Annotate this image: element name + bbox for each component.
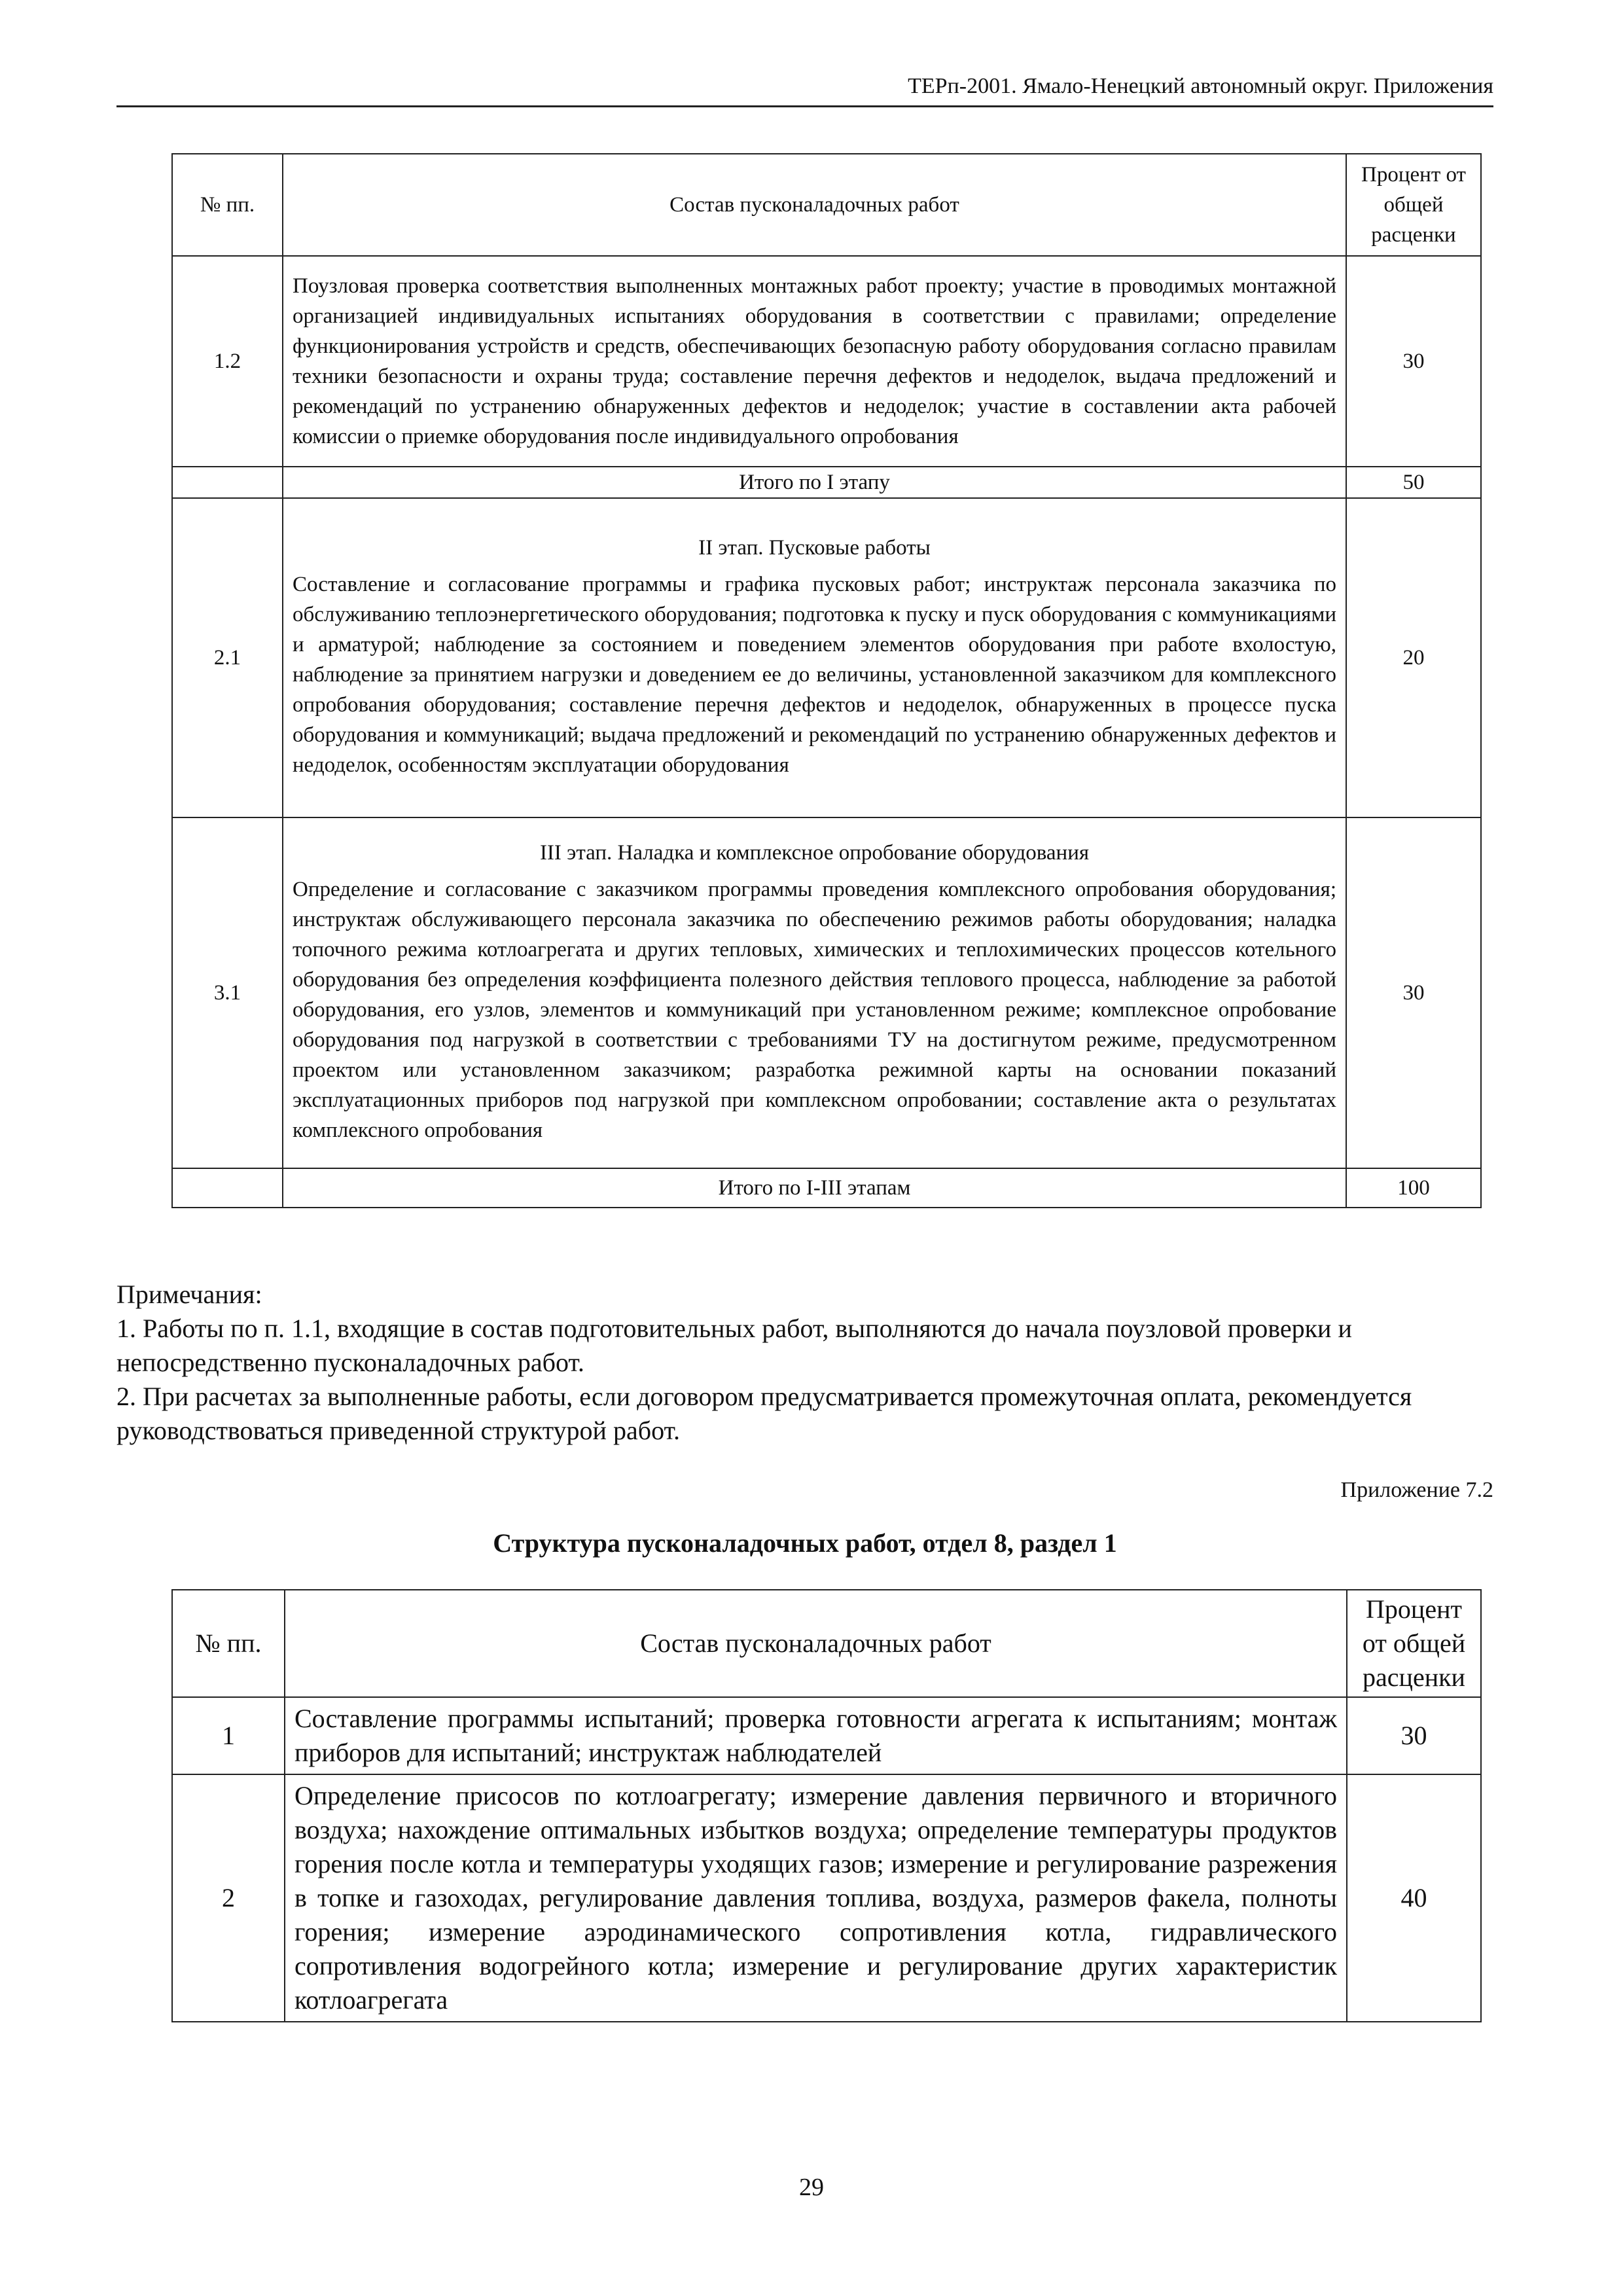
appendix-label: Приложение 7.2: [1340, 1478, 1493, 1502]
empty-cell: [172, 1168, 283, 1208]
row-percent: 30: [1346, 256, 1481, 467]
stage-title: II этап. Пусковые работы: [698, 536, 931, 560]
row-percent: 40: [1347, 1774, 1481, 2022]
total-label: Итого по I-III этапам: [283, 1168, 1346, 1208]
total-row: [172, 1168, 1481, 1208]
row-description: Поузловая проверка соответствия выполненных монтажных работ проекту; участие в проводимых монтажной организацией индивидуальных испытаниях оборудования в соответствии с правилами; определение функционирования устройств и средств, обеспечивающих безопасную работу оборудования согласно правилам техники безопасности и охраны труда; составление перечня дефектов и недоделок, выдача предложений и рекомендаций по устранению обнаруженных дефектов и недоделок; участие в составлении акта рабочей комиссии о приемке оборудования после индивидуального опробования: [283, 256, 1346, 467]
row-percent: 30: [1346, 817, 1481, 1168]
note-item: 1. Работы по п. 1.1, входящие в состав подготовительных работ, выполняются до начала поузловой проверки и непосредственно пусконаладочных работ.: [116, 1314, 1352, 1377]
total-percent: 100: [1346, 1168, 1481, 1208]
row-num: 3.1: [172, 817, 283, 1168]
works-structure-table: [171, 1589, 1482, 2022]
empty-cell: [172, 467, 283, 498]
table-row: [172, 1697, 1481, 1774]
running-title: ТЕРп-2001. Ямало-Ненецкий автономный округ. Приложения: [908, 74, 1493, 98]
header-percent: Процент от общей расценки: [1346, 154, 1481, 256]
stage-cell: [283, 817, 1346, 1168]
header-num: № пп.: [172, 154, 283, 256]
subtotal-percent: 50: [1346, 467, 1481, 498]
row-num: 2: [172, 1774, 285, 2022]
subtotal-label: Итого по I этапу: [283, 467, 1346, 498]
table-header-row: [172, 154, 1481, 256]
page-number: 29: [799, 2174, 824, 2201]
table-row: [172, 498, 1481, 817]
header-num: № пп.: [172, 1590, 285, 1697]
works-structure-table-continued: [171, 153, 1482, 1208]
row-description: Составление программы испытаний; проверка готовности агрегата к испытаниям; монтаж приборов для испытаний; инструктаж наблюдателей: [285, 1697, 1347, 1774]
note-item: 2. При расчетах за выполненные работы, если договором предусматривается промежуточная оплата, рекомендуется руководствоваться приведенной структурой работ.: [116, 1382, 1412, 1445]
stage-cell: [283, 498, 1346, 817]
table-row: [172, 817, 1481, 1168]
row-num: 2.1: [172, 498, 283, 817]
row-description: Составление и согласование программы и графика пусковых работ; инструктаж персонала заказчика по обслуживанию теплоэнергетического оборудования; подготовка к пуску и пуск оборудования с коммуникациями и арматурой; наблюдение за состоянием и поведением элементов оборудования при работе вхолостую, наблюдение за принятием нагрузки и доведением ее до величины, установленной заказчиком для комплексного опробования оборудования; составление перечня дефектов и недоделок, обнаруженных в процессе пуска оборудования и коммуникаций; выдача предложений и рекомендаций по устранению обнаруженных дефектов и недоделок, особенностям эксплуатации оборудования: [293, 573, 1336, 777]
subtotal-row: [172, 467, 1481, 498]
running-header: [116, 71, 1493, 107]
header-percent: Процент от общей расценки: [1347, 1590, 1481, 1697]
table-header-row: [172, 1590, 1481, 1697]
notes-block: [116, 1278, 1493, 1448]
header-content: Состав пусконаладочных работ: [283, 154, 1346, 256]
row-percent: 20: [1346, 498, 1481, 817]
table-row: [172, 1774, 1481, 2022]
stage-title: III этап. Наладка и комплексное опробование оборудования: [539, 841, 1090, 865]
row-num: 1.2: [172, 256, 283, 467]
row-description: Определение присосов по котлоагрегату; измерение давления первичного и вторичного воздуха; нахождение оптимальных избытков воздуха; определение температуры продуктов горения после котла и температуры уходящих газов; измерение и регулирование разрежения в топке и газоходах, регулирование давления топлива, воздуха, размеров факела, полноты горения; измерение аэродинамического сопротивления котла, гидравлического сопротивления водогрейного котла; измерение и регулирование других характеристик котлоагрегата: [285, 1774, 1347, 2022]
row-description: Определение и согласование с заказчиком программы проведения комплексного опробования оборудования; инструктаж обслуживающего персонала заказчика по обеспечению режимов работы оборудования; наладка топочного режима котлоагрегата и других тепловых, химических и теплохимических процессов котельного оборудования без определения коэффициента полезного действия теплового процесса, наблюдение за работой оборудования, его узлов, элементов и коммуникаций при установленном режиме; комплексное опробование оборудования под нагрузкой в соответствии с требованиями ТУ на достигнутом режиме, предусмотренном проектом или установленном заказчиком; разработка режимной карты на основании показаний эксплуатационных приборов под нагрузкой при комплексном опробовании; составление акта о результатах комплексного опробования: [293, 878, 1336, 1142]
header-content: Состав пусконаладочных работ: [285, 1590, 1347, 1697]
notes-title: Примечания:: [116, 1280, 262, 1309]
row-percent: 30: [1347, 1697, 1481, 1774]
row-num: 1: [172, 1697, 285, 1774]
table-title: Структура пусконаладочных работ, отдел 8, раздел 1: [493, 1528, 1117, 1558]
table-row: [172, 256, 1481, 467]
